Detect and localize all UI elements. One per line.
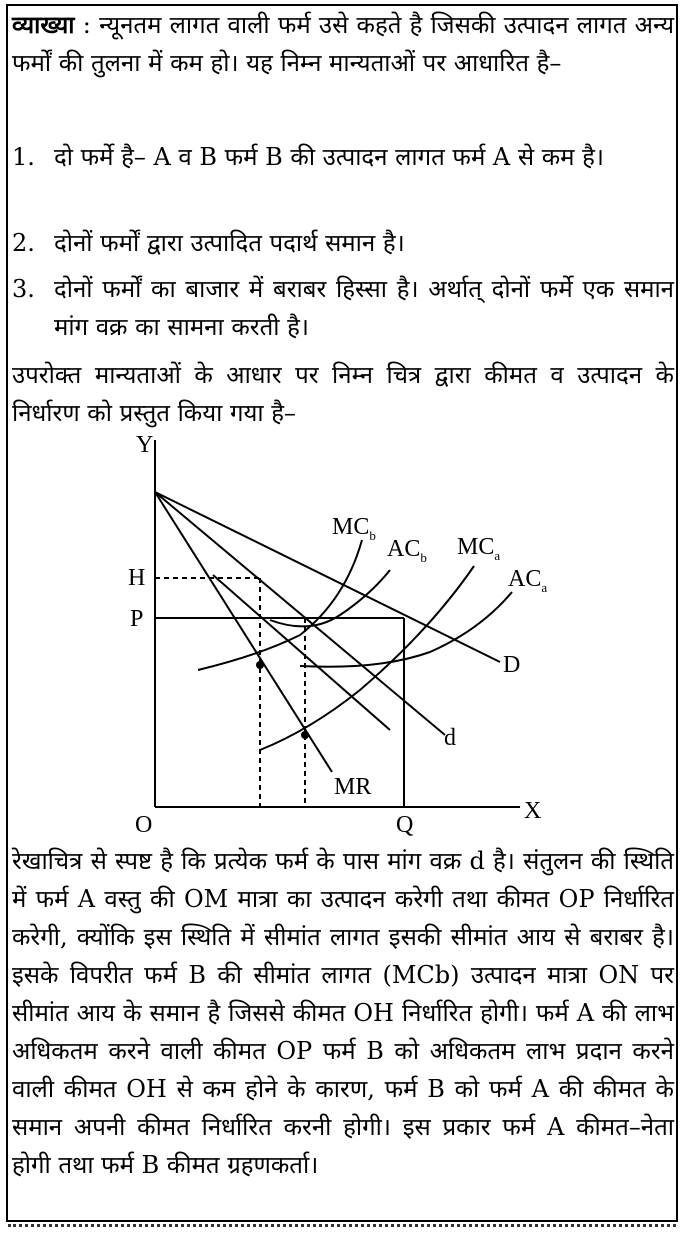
assumption-item	[12, 138, 674, 214]
p-label: P	[130, 606, 144, 632]
assumption-item	[12, 224, 674, 262]
assumption-text: दोनों फर्मों द्वारा उत्पादित पदार्थ समान है।	[54, 229, 405, 257]
assumption-number: 1.	[12, 143, 35, 171]
assumption-number: 2.	[12, 229, 35, 257]
y-axis-label: Y	[136, 432, 154, 458]
assumption-text: दो फर्मे है– A व B फर्म B की उत्पादन लागत फर्म A से कम है।	[54, 143, 604, 171]
lead-paragraph: उपरोक्त मान्यताओं के आधार पर निम्न चित्र द्वारा कीमत व उत्पादन के निर्धारण को प्रस्तुत किया गया है–	[12, 361, 674, 427]
d-small-label: d	[444, 725, 456, 751]
q-label: Q	[396, 812, 414, 838]
h-label: H	[128, 565, 146, 591]
explanation-paragraph: रेखाचित्र से स्पष्ट है कि प्रत्येक फर्म के पास मांग वक्र d है। संतुलन की स्थिति में फर्म A वस्तु की OM मात्रा का उत्पादन करेगी तथा कीमत OP निर्धारित करेगी, क्योंकि इस स्थिति में सीमांत लागत इसकी सीमांत आय से बराबर है। इसके विपरीत फर्म B की सीमांत लागत (MCb) उत्पादन मात्रा ON पर सीमांत आय के समान है जिससे कीमत OH निर्धारित होगी। फर्म A की लाभ अधिकतम करने वाली कीमत OP फर्म B को अधिकतम लाभ प्रदान करने वाली कीमत OH से कम होने के कारण, फर्म B को फर्म A की कीमत के समान अपनी कीमत निर्धारित करनी होगी। इस प्रकार फर्म A कीमत–नेता होगी तथा फर्म B कीमत ग्रहणकर्ता।	[12, 847, 674, 1179]
assumption-text: दोनों फर्मों का बाजार में बराबर हिस्सा है। अर्थात् दोनों फर्मे एक समान मांग वक्र का सामना करती है।	[54, 275, 674, 341]
mcb-curve	[198, 540, 362, 670]
assumption-item	[12, 270, 674, 346]
d-big-label: D	[503, 652, 521, 678]
aca-label: $AC_a$	[508, 566, 548, 595]
mca-label: $MC_a$	[457, 534, 501, 563]
origin-label: O	[135, 812, 153, 838]
acb-label: $AC_b$	[387, 536, 427, 565]
mcb-label: $MC_b$	[332, 514, 376, 543]
intro-text: : न्यूनतम लागत वाली फर्म उसे कहते है जिसकी उत्पादन लागत अन्य फर्मों की तुलना में कम हो। यह निम्न मान्यताओं पर आधारित है–	[12, 11, 674, 77]
price-leadership-diagram	[100, 430, 560, 840]
assumption-number: 3.	[12, 275, 35, 303]
equilibrium-point-a	[301, 731, 309, 739]
equilibrium-point-b	[256, 661, 264, 669]
mr-label: MR	[334, 774, 372, 800]
intro-label: व्याख्या	[12, 10, 75, 39]
page-cut-edge	[8, 1224, 676, 1237]
intro-paragraph	[12, 6, 674, 82]
x-axis-label: X	[524, 798, 542, 824]
